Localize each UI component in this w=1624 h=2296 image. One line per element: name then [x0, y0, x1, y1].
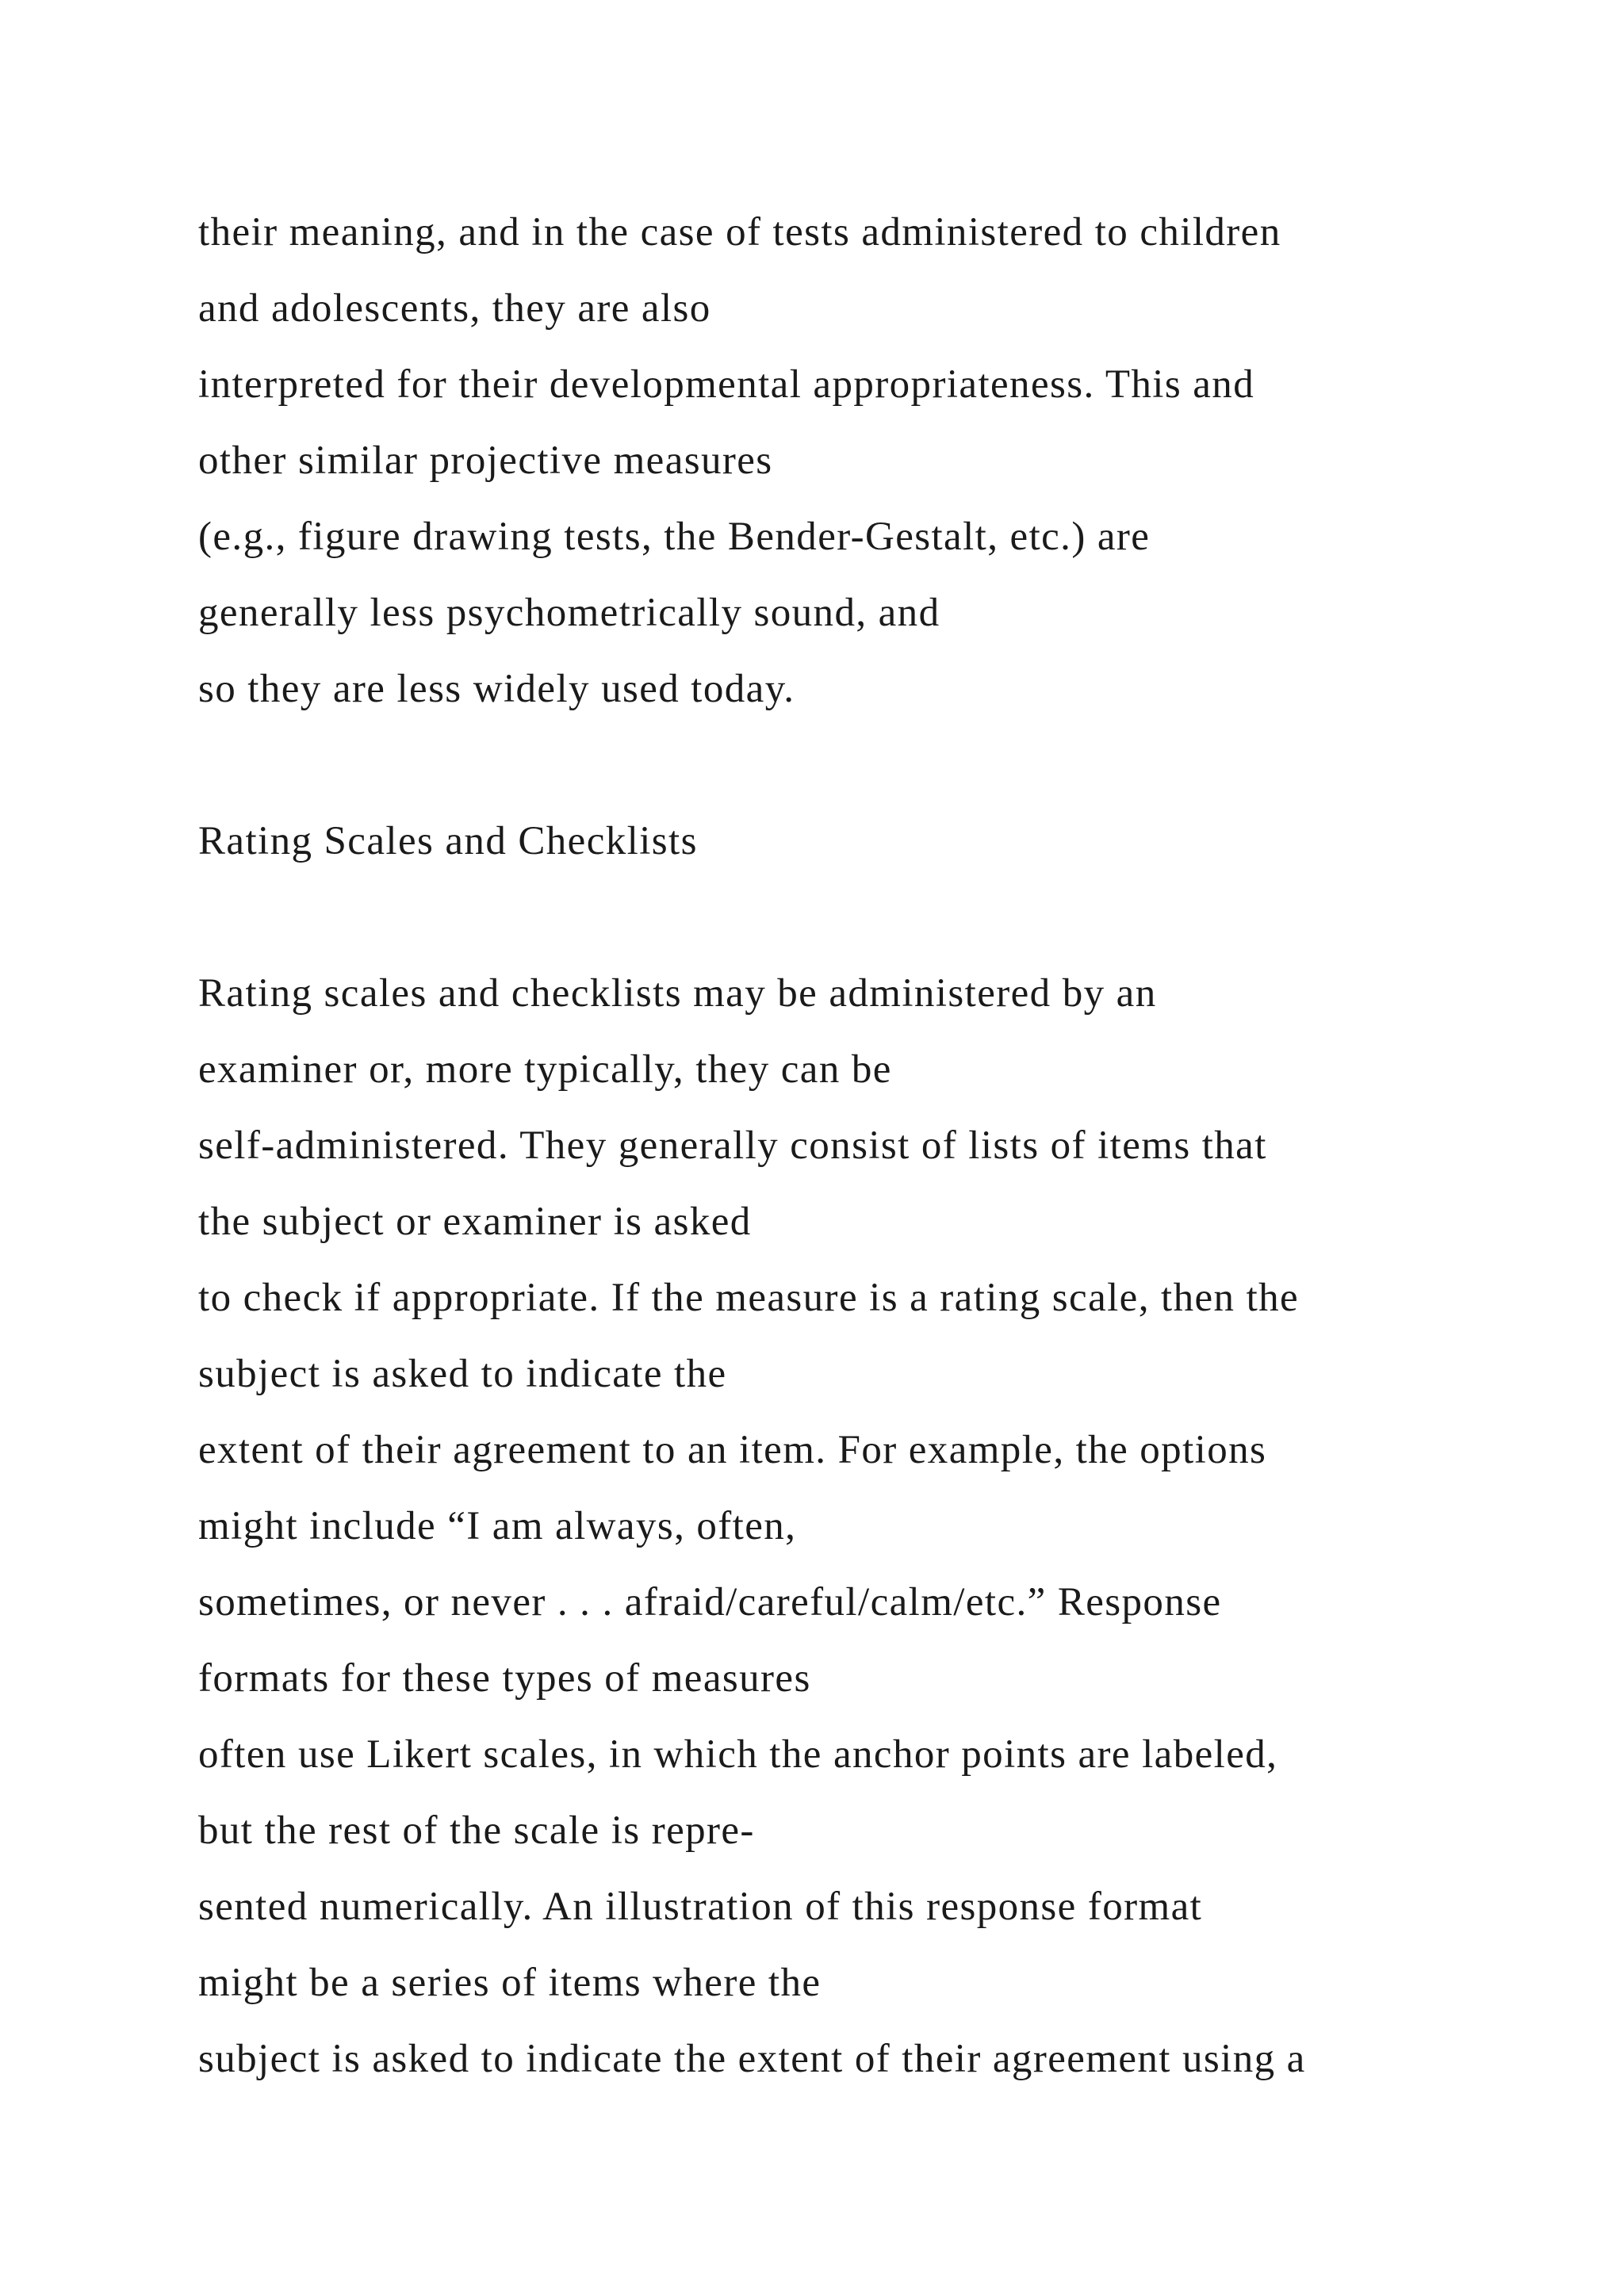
text-line: might be a series of items where the [198, 1961, 822, 2005]
paragraph-rating-scales [198, 955, 1546, 2097]
text-line: other similar projective measures [198, 438, 773, 483]
text-line: the subject or examiner is asked [198, 1200, 752, 1244]
text-line: extent of their agreement to an item. For example, the options [198, 1428, 1267, 1472]
text-line: might include “I am always, often, [198, 1504, 797, 1548]
paragraph-spacer [198, 879, 1546, 955]
text-line: subject is asked to indicate the extent of their agreement using a [198, 2037, 1306, 2081]
text-line: to check if appropriate. If the measure is a rating scale, then the [198, 1276, 1300, 1320]
paragraph-spacer [198, 727, 1546, 803]
text-line: examiner or, more typically, they can be [198, 1047, 892, 1092]
text-line: generally less psychometrically sound, and [198, 591, 940, 635]
text-line: sented numerically. An illustration of this response format [198, 1885, 1203, 1929]
text-line: but the rest of the scale is repre- [198, 1808, 755, 1853]
text-line: and adolescents, they are also [198, 286, 711, 331]
text-line: their meaning, and in the case of tests administered to children [198, 210, 1281, 254]
paragraph-projective-measures [198, 194, 1546, 727]
text-line: (e.g., figure drawing tests, the Bender-Gestalt, etc.) are [198, 515, 1151, 559]
text-line: formats for these types of measures [198, 1656, 811, 1701]
document-body [198, 194, 1546, 2097]
text-line: sometimes, or never . . . afraid/careful/calm/etc.” Response [198, 1580, 1222, 1624]
text-line: interpreted for their developmental appropriateness. This and [198, 362, 1255, 407]
text-line: Rating scales and checklists may be administered by an [198, 971, 1157, 1016]
text-line: self-administered. They generally consist of lists of items that [198, 1123, 1267, 1168]
section-heading: Rating Scales and Checklists [198, 819, 698, 863]
text-line: subject is asked to indicate the [198, 1352, 727, 1396]
text-line: so they are less widely used today. [198, 667, 795, 711]
text-line: often use Likert scales, in which the anchor points are labeled, [198, 1732, 1278, 1777]
